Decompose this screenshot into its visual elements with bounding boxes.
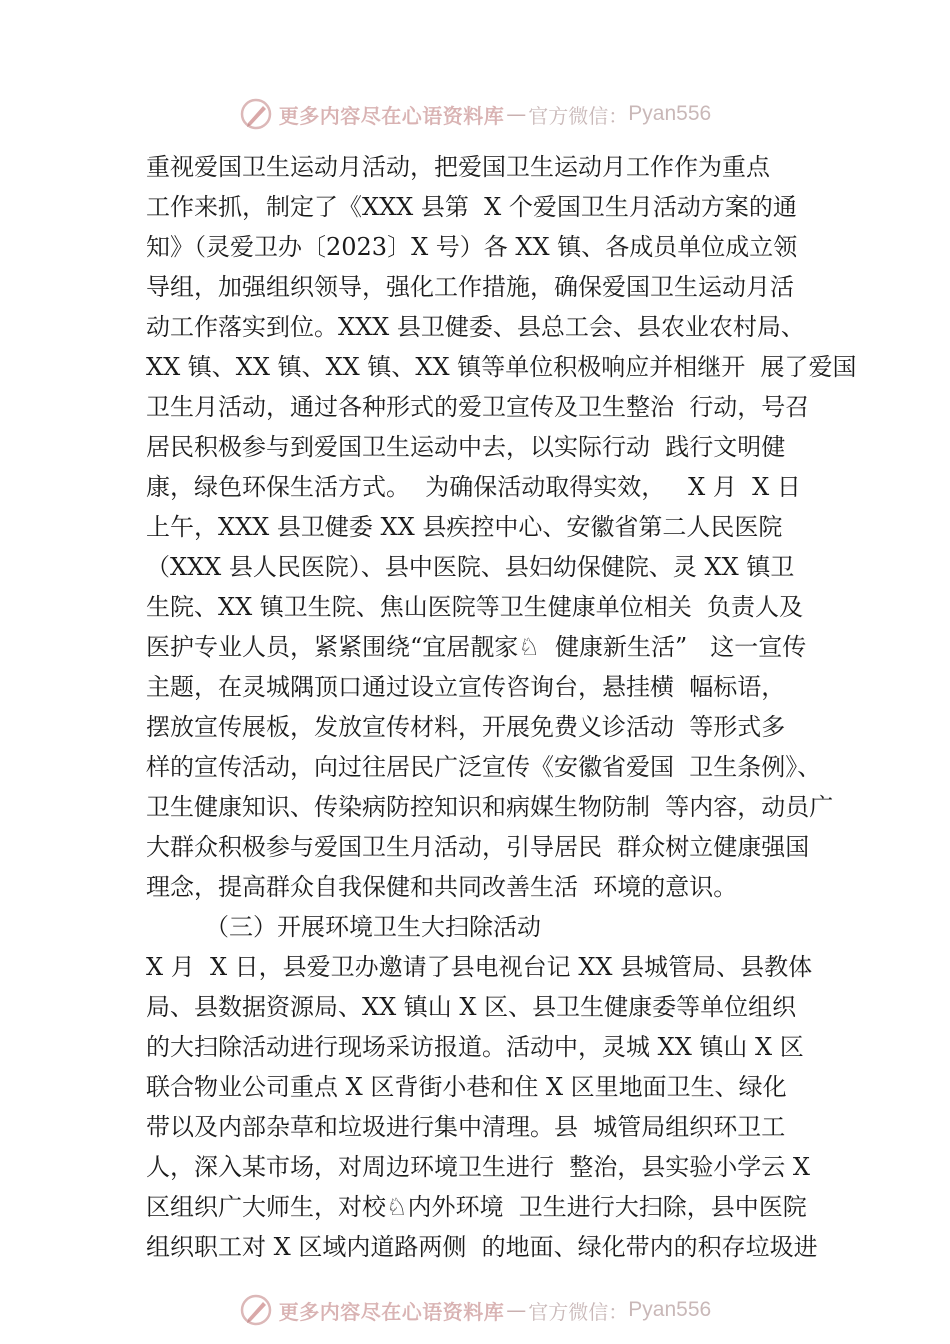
paragraph-line: XX 镇、XX 镇、XX 镇、XX 镇等单位积极响应并相继开 展了爱国 <box>146 353 857 381</box>
paragraph-line: （XXX 县人民医院）、县中医院、县妇幼保健院、灵 XX 镇卫 <box>146 553 795 581</box>
paragraph-line: 康，绿色环保生活方式。 为确保活动取得实效， X 月 X 日 <box>146 473 801 501</box>
paragraph-line: 局、县数据资源局、XX 镇山 X 区、县卫生健康委等单位组织 <box>146 993 797 1021</box>
banner-brand-text: 更多内容尽在心语资料库 <box>278 1299 505 1324</box>
paragraph-line: 上午，XXX 县卫健委 XX 县疾控中心、安徽省第二人民医院 <box>146 513 783 541</box>
banner-wechat-id: Pyan556 <box>628 1298 712 1321</box>
paragraph-line: 摆放宣传展板，发放宣传材料，开展免费义诊活动 等形式多 <box>146 713 786 741</box>
banner-wechat-id: Pyan556 <box>628 102 712 125</box>
paragraph-line: 重视爱国卫生运动月活动，把爱国卫生运动月工作作为重点 <box>146 153 770 181</box>
paragraph-line: 居民积极参与到爱国卫生运动中去，以实际行动 践行文明健 <box>146 433 786 461</box>
paragraph-line: 生院、XX 镇卫生院、焦山医院等卫生健康单位相关 负责人及 <box>146 593 804 621</box>
paragraph-line: 带以及内部杂草和垃圾进行集中清理。县 城管局组织环卫工 <box>146 1113 786 1141</box>
paragraph-line: 区组织广大师生，对校♘内外环境 卫生进行大扫除，县中医院 <box>146 1193 807 1221</box>
paragraph-line: 导组，加强组织领导，强化工作措施，确保爱国卫生运动月活 <box>146 273 794 301</box>
paragraph-line: 样的宣传活动，向过往居民广泛宣传《安徽省爱国 卫生条例》、 <box>146 753 822 781</box>
pen-logo-icon <box>239 97 273 131</box>
footer-banner <box>0 1290 950 1330</box>
paragraph-line: 组织职工对 X 区域内道路两侧 的地面、绿化带内的积存垃圾进 <box>146 1233 818 1261</box>
banner-separator: — <box>506 102 527 126</box>
paragraph-line: 联合物业公司重点 X 区背街小巷和住 X 区里地面卫生、绿化 <box>146 1073 787 1101</box>
pen-logo-icon <box>239 1293 273 1327</box>
section-heading: （三）开展环境卫生大扫除活动 <box>205 913 541 941</box>
paragraph-line: 大群众积极参与爱国卫生月活动，引导居民 群众树立健康强国 <box>146 833 810 861</box>
banner-separator: — <box>506 1298 527 1322</box>
paragraph-line: 医护专业人员，紧紧围绕“宜居靓家♘ 健康新生活” 这一宣传 <box>146 633 807 661</box>
paragraph-line: 工作来抓，制定了《XXX 县第 X 个爱国卫生月活动方案的通 <box>146 193 797 221</box>
banner-wechat-label: 官方微信： <box>528 103 629 128</box>
paragraph-line: 主题，在灵城隅顶口通过设立宣传咨询台，悬挂横 幅标语， <box>146 673 786 701</box>
paragraph-line: 理念，提高群众自我保健和共同改善生活 环境的意识。 <box>146 873 738 901</box>
paragraph-line: 卫生健康知识、传染病防控知识和病媒生物防制 等内容，动员广 <box>146 793 834 821</box>
paragraph-line: X 月 X 日，县爱卫办邀请了县电视台记 XX 县城管局、县教体 <box>146 953 813 981</box>
paragraph-line: 动工作落实到位。XXX 县卫健委、县总工会、县农业农村局、 <box>146 313 805 341</box>
banner-brand-text: 更多内容尽在心语资料库 <box>278 103 505 128</box>
banner-wechat-label: 官方微信： <box>528 1299 629 1324</box>
paragraph-line: 的大扫除活动进行现场采访报道。活动中，灵城 XX 镇山 X 区 <box>146 1033 804 1061</box>
header-banner <box>0 94 950 134</box>
paragraph-line: 卫生月活动，通过各种形式的爱卫宣传及卫生整治 行动，号召 <box>146 393 810 421</box>
paragraph-line: 人，深入某市场，对周边环境卫生进行 整治，县实验小学云 X <box>146 1153 810 1181</box>
paragraph-line: 知》（灵爱卫办〔2023〕X 号）各 XX 镇、各成员单位成立领 <box>146 233 798 261</box>
